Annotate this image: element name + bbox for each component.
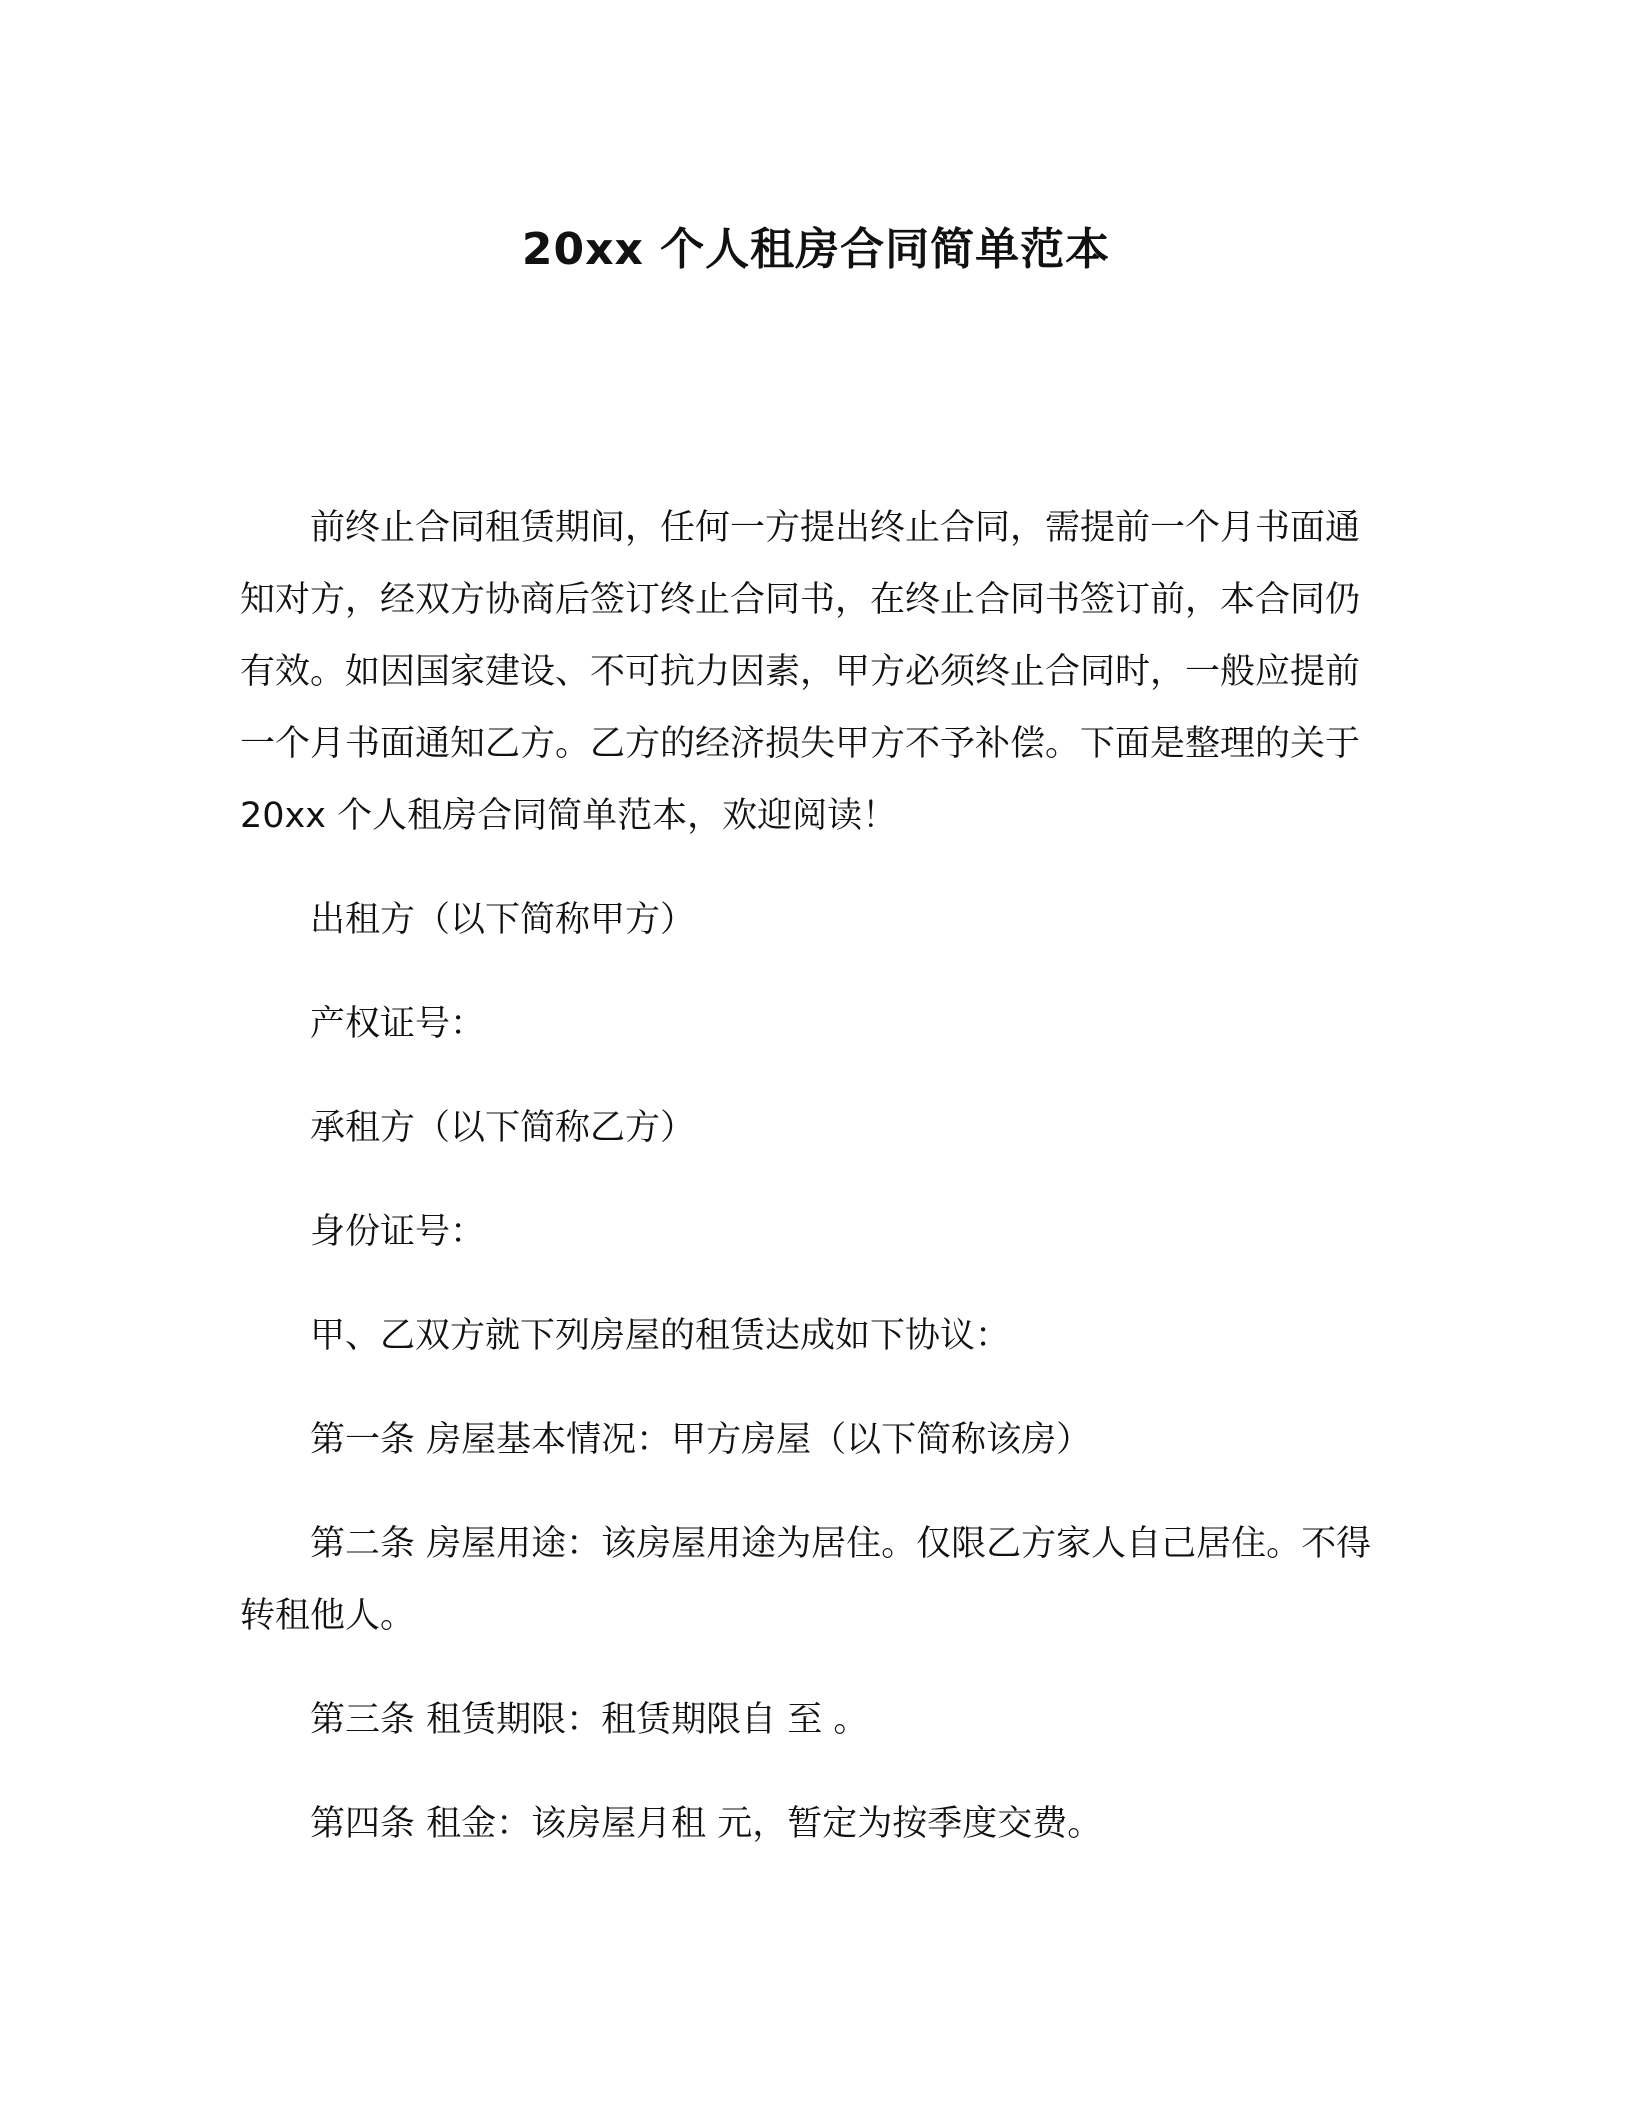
article-1: 第一条 房屋基本情况：甲方房屋（以下简称该房） — [310, 1420, 1092, 1460]
document-title: 20xx 个人租房合同简单范本 — [521, 224, 1111, 275]
id-number-line: 身份证号： — [310, 1212, 486, 1252]
lessee-line: 承租方（以下简称乙方） — [310, 1108, 696, 1148]
agreement-intro-line: 甲、乙双方就下列房屋的租赁达成如下协议： — [310, 1316, 1011, 1356]
intro-paragraph: 前终止合同租赁期间，任何一方提出终止合同，需提前一个月书面通知对方，经双方协商后签订终止合同书，在终止合同书签订前，本合同仍有效。如因国家建设、不可抗力因素，甲方必须终止合同时，一般应提前一个月书面通知乙方。乙方的经济损失甲方不予补偿。下面是整理的关于 20xx 个人租房合同简单范本，欢迎阅读！ — [240, 508, 1361, 836]
lessor-line: 出租方（以下简称甲方） — [310, 900, 696, 940]
document-body — [240, 492, 1376, 1860]
article-3: 第三条 租赁期限：租赁期限自 至 。 — [310, 1700, 869, 1740]
article-4: 第四条 租金：该房屋月租 元，暂定为按季度交费。 — [310, 1804, 1103, 1844]
property-certificate-line: 产权证号： — [310, 1004, 486, 1044]
article-2: 第二条 房屋用途：该房屋用途为居住。仅限乙方家人自己居住。不得转租他人。 — [240, 1524, 1372, 1636]
